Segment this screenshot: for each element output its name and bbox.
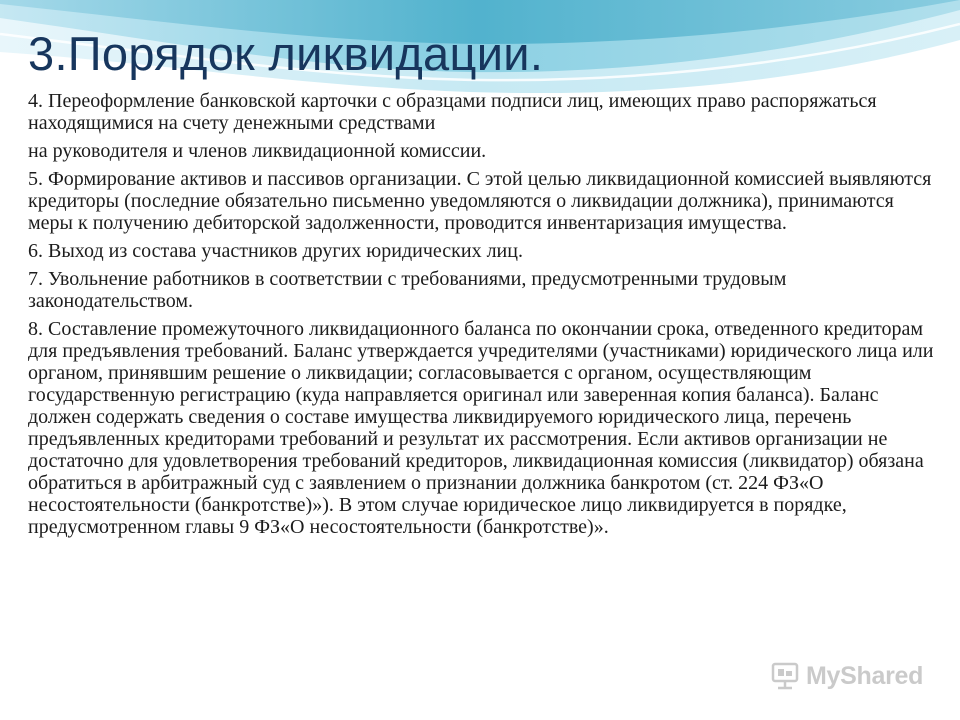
paragraph-item-4: 4. Переоформление банковской карточки с образцами подписи лиц, имеющих право распоряжаться находящимися на счету денежными средствами [28, 90, 877, 134]
slide-title: 3.Порядок ликвидации. [28, 27, 544, 80]
paragraph-item-7: 7. Увольнение работников в соответствии с требованиями, предусмотренными трудовым законодательством. [28, 268, 787, 312]
paragraph-item-5: 5. Формирование активов и пассивов организации. С этой целью ликвидационной комиссией выявляются кредиторы (последние обязательно письменно уведомляются о ликвидации должника), принимаются меры к получению дебиторской задолженности, проводится инвентаризация имущества. [28, 168, 932, 234]
paragraph-item-4-continued: на руководителя и членов ликвидационной комиссии. [28, 140, 487, 162]
slide-body [28, 90, 934, 544]
paragraph-item-8: 8. Составление промежуточного ликвидационного баланса по окончании срока, отведенного кредиторам для предъявления требований. Баланс утверждается учредителями (участниками) юридического лица или органом, принявшим решение о ликвидации; согласовывается с органом, осуществляющим государственную регистрацию (куда направляется оригинал или заверенная копия баланса). Баланс должен содержать сведения о составе имущества ликвидируемого юридического лица, перечень предъявленных кредиторами требований и результат их рассмотрения. Если активов организации не достаточно для удовлетворения требований кредиторов, ликвидационная комиссия (ликвидатор) обязана обратиться в арбитражный суд с заявлением о признании должника банкротом (ст. 224 ФЗ«О несостоятельности (банкротстве)»). В этом случае юридическое лицо ликвидируется в порядке, предусмотренном главы 9 ФЗ«О несостоятельности (банкротстве)». [28, 318, 934, 538]
presentation-board-icon [770, 661, 800, 691]
watermark-text: MyShared [806, 661, 924, 690]
watermark [770, 660, 923, 692]
paragraph-item-6: 6. Выход из состава участников других юридических лиц. [28, 240, 523, 262]
